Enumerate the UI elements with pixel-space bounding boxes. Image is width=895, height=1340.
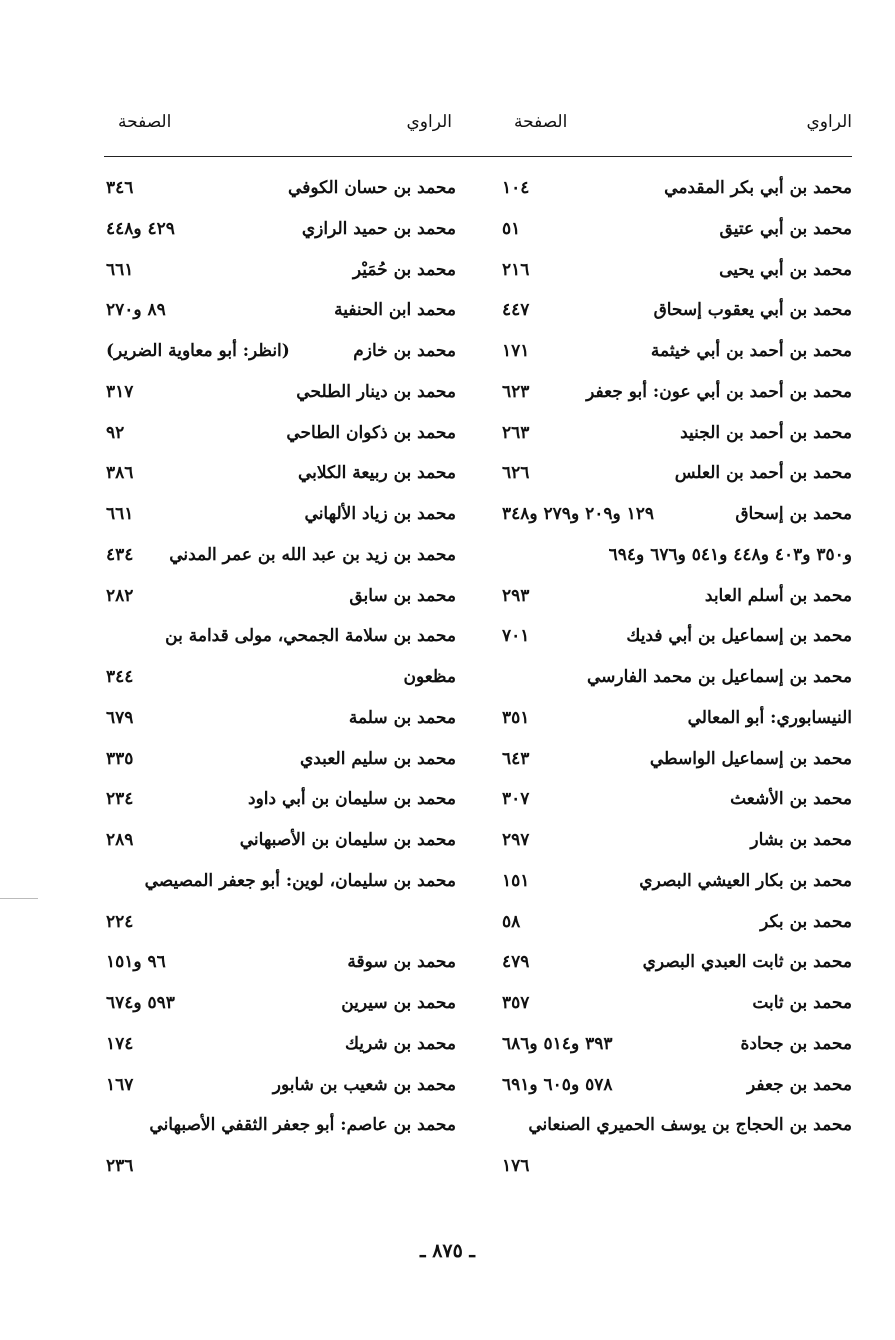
narrator-name: محمد بن أسلم العابد	[704, 585, 852, 606]
page-reference: ١٦٧	[106, 1074, 134, 1095]
index-entry	[106, 576, 456, 617]
index-entry	[106, 983, 456, 1024]
page-reference: ٣١٧	[106, 381, 134, 402]
header-narrator-right: الراوي	[806, 112, 852, 132]
narrator-name: محمد بن ثابت العبدي البصري	[642, 952, 852, 973]
page-reference: ٣٣٥	[106, 748, 134, 769]
narrator-name: محمد بن حسان الكوفي	[288, 178, 456, 198]
narrator-name: محمد بن أحمد بن أبي عون: أبو جعفر	[586, 381, 852, 402]
narrator-name: محمد بن دينار الطلحي	[296, 381, 456, 402]
page-reference: ٦٢٣	[502, 381, 530, 402]
index-entry	[502, 168, 852, 209]
index-entry	[502, 372, 852, 413]
page-reference: ٢٨٩	[106, 830, 134, 850]
index-entry	[502, 331, 852, 372]
page-reference: ١٧٦	[502, 1156, 530, 1176]
narrator-name: محمد بن أحمد بن العلس	[674, 463, 852, 484]
narrator-name: محمد بن ذكوان الطاحي	[286, 422, 456, 443]
index-entry	[106, 1146, 456, 1187]
index-entry	[502, 453, 852, 494]
page-reference: ٤٤٧	[502, 300, 530, 321]
page-reference: ٣٤٦	[106, 178, 134, 198]
index-entry	[106, 331, 456, 372]
header-rule	[104, 156, 852, 157]
index-entry	[106, 1105, 456, 1146]
index-entry	[502, 494, 852, 535]
page-reference: ٥٨	[502, 911, 521, 932]
index-entry	[502, 657, 852, 698]
page-reference: ٦٧٩	[106, 707, 134, 728]
header-page-right: الصفحة	[514, 112, 568, 132]
narrator-name: محمد بن شعيب بن شابور	[272, 1074, 456, 1095]
index-entry	[106, 494, 456, 535]
page-reference: ٤٣٤	[106, 544, 134, 565]
page-reference: ٤٧٩	[502, 952, 530, 973]
narrator-name: محمد بن إسحاق	[735, 504, 852, 524]
narrator-name: محمد بن خازم	[353, 341, 456, 361]
page-reference: ٥٩٣ و٦٧٤	[106, 993, 175, 1013]
index-entry	[106, 616, 456, 657]
index-entry	[106, 779, 456, 820]
page-reference: ١٧٤	[106, 1033, 134, 1054]
narrator-name: محمد بن ثابت	[752, 993, 852, 1013]
index-entry	[502, 250, 852, 291]
page-reference: ٢١٦	[502, 259, 530, 280]
index-entry	[502, 1105, 852, 1146]
narrator-name: محمد بن جعفر	[746, 1074, 852, 1095]
index-entry	[106, 168, 456, 209]
page-reference: ١٥١	[502, 870, 530, 891]
page-reference: ٦٦١	[106, 259, 134, 280]
narrator-name: محمد بن إسماعيل بن أبي فديك	[626, 626, 852, 647]
index-entry	[502, 576, 852, 617]
narrator-name: محمد بن أحمد بن أبي خيثمة	[650, 341, 852, 361]
index-entry	[502, 698, 852, 739]
page-reference: ٩٢	[106, 422, 125, 443]
page-reference: ١٠٤	[502, 178, 530, 198]
left-column	[106, 168, 456, 1218]
index-entry	[106, 657, 456, 698]
index-entry	[106, 1024, 456, 1065]
page-reference: ٣٩٣ و٥١٤ و٦٨٦	[502, 1033, 613, 1054]
margin-mark	[0, 898, 38, 899]
page-reference: ٢٣٦	[106, 1156, 134, 1176]
page-reference: ٩٦ و١٥١	[106, 952, 166, 973]
index-entry	[502, 535, 852, 576]
index-entry	[502, 861, 852, 902]
entry-continuation: محمد بن إسماعيل بن محمد الفارسي	[586, 667, 852, 687]
narrator-name: محمد بن سليمان بن الأصبهاني	[239, 830, 456, 850]
narrator-name: محمد بن زياد الألهاني	[304, 504, 456, 524]
index-entry	[502, 209, 852, 250]
narrator-name: محمد بن بشار	[750, 830, 852, 850]
narrator-name: محمد ابن الحنفية	[334, 300, 456, 321]
page-reference: ٢٢٤	[106, 911, 134, 932]
entry-continuation: محمد بن سليمان، لوين: أبو جعفر المصيصي	[144, 870, 456, 891]
index-entry	[106, 820, 456, 861]
narrator-name: محمد بن أبي عتيق	[719, 218, 852, 239]
index-entry	[502, 983, 852, 1024]
index-entry	[106, 372, 456, 413]
index-entry	[106, 413, 456, 454]
page-reference: ٢٨٢	[106, 585, 134, 606]
index-entry	[106, 861, 456, 902]
page-reference: ٦٦١	[106, 504, 134, 524]
narrator-name: محمد بن حميد الرازي	[301, 218, 456, 239]
page-reference: ٤٢٩ و٤٤٨	[106, 218, 175, 239]
index-entry	[106, 1065, 456, 1106]
page-number: ـ ٨٧٥ ـ	[420, 1240, 475, 1262]
index-entry	[106, 453, 456, 494]
page-reference: ٧٠١	[502, 626, 530, 647]
index-entry	[106, 739, 456, 780]
entry-continuation: محمد بن عاصم: أبو جعفر الثقفي الأصبهاني	[149, 1115, 456, 1136]
index-entry	[502, 290, 852, 331]
narrator-name: محمد بن سلمة	[348, 707, 456, 728]
page-reference: ٣٥١	[502, 707, 530, 728]
page-reference: ٢٣٤	[106, 789, 134, 810]
narrator-name: محمد بن أبي يعقوب إسحاق	[653, 300, 852, 321]
narrator-name: محمد بن بكر	[760, 911, 852, 932]
index-entry	[502, 413, 852, 454]
narrator-name: محمد بن أحمد بن الجنيد	[680, 422, 852, 443]
narrator-name: محمد بن أبي بكر المقدمي	[664, 178, 852, 198]
entry-continuation: محمد بن الحجاج بن يوسف الحميري الصنعاني	[528, 1115, 852, 1136]
page-reference: ٣٠٧	[502, 789, 530, 810]
index-entry	[502, 1065, 852, 1106]
entry-continuation: و٣٥٠ و٤٠٣ و٤٤٨ و٥٤١ و٦٧٦ و٦٩٤	[608, 544, 852, 565]
narrator-name: محمد بن سليمان بن أبي داود	[248, 789, 456, 810]
narrator-name: محمد بن سيرين	[341, 993, 456, 1013]
page-reference: ٣٨٦	[106, 463, 134, 484]
index-entry	[502, 616, 852, 657]
index-entry	[106, 290, 456, 331]
index-entry	[502, 942, 852, 983]
page-reference: ٥١	[502, 218, 521, 239]
page-reference: ٦٢٦	[502, 463, 530, 484]
index-entry	[106, 902, 456, 943]
index-entry	[106, 535, 456, 576]
narrator-name: محمد بن ربيعة الكلابي	[298, 463, 456, 484]
index-entry	[502, 779, 852, 820]
index-entry	[502, 820, 852, 861]
narrator-name: محمد بن شريك	[344, 1033, 456, 1054]
narrator-name: محمد بن سابق	[349, 585, 456, 606]
index-entry	[106, 250, 456, 291]
index-entry	[502, 739, 852, 780]
page-reference: ٢٩٣	[502, 585, 530, 606]
page-reference: ٨٩ و٢٧٠	[106, 300, 166, 321]
header-page-left: الصفحة	[118, 112, 172, 132]
narrator-name: محمد بن زيد بن عبد الله بن عمر المدني	[169, 544, 456, 565]
narrator-name: محمد بن أبي يحيى	[719, 259, 852, 280]
page-reference: ٥٧٨ و٦٠٥ و٦٩١	[502, 1074, 613, 1095]
narrator-name: مظعون	[403, 667, 456, 687]
narrator-name: محمد بن بكار العيشي البصري	[639, 870, 852, 891]
page-reference: ٢٩٧	[502, 830, 530, 850]
header-narrator-left: الراوي	[406, 112, 452, 132]
page-reference: (انظر: أبو معاوية الضرير)	[106, 341, 290, 361]
column-header	[106, 112, 852, 146]
page-reference: ٦٤٣	[502, 748, 530, 769]
page-reference: ٣٥٧	[502, 993, 530, 1013]
narrator-name: محمد بن سوقة	[347, 952, 456, 973]
narrator-name: محمد بن حُمَيْر	[352, 259, 456, 280]
index-entry	[106, 209, 456, 250]
page-reference: ١٢٩ و٢٠٩ و٢٧٩ و٣٤٨	[502, 504, 655, 524]
index-entry	[106, 698, 456, 739]
index-entry	[502, 902, 852, 943]
narrator-name: محمد بن سليم العبدي	[299, 748, 456, 769]
narrator-name: محمد بن جحادة	[740, 1033, 852, 1054]
index-entry	[106, 942, 456, 983]
narrator-name: محمد بن الأشعث	[730, 789, 852, 810]
narrator-name: محمد بن إسماعيل الواسطي	[649, 748, 852, 769]
narrator-name: النيسابوري: أبو المعالي	[687, 707, 852, 728]
page-reference: ٢٦٣	[502, 422, 530, 443]
index-entry	[502, 1024, 852, 1065]
right-column	[502, 168, 852, 1218]
page-reference: ٣٤٤	[106, 667, 134, 687]
entry-continuation: محمد بن سلامة الجمحي، مولى قدامة بن	[165, 626, 456, 647]
index-entry	[502, 1146, 852, 1187]
page-reference: ١٧١	[502, 341, 530, 361]
